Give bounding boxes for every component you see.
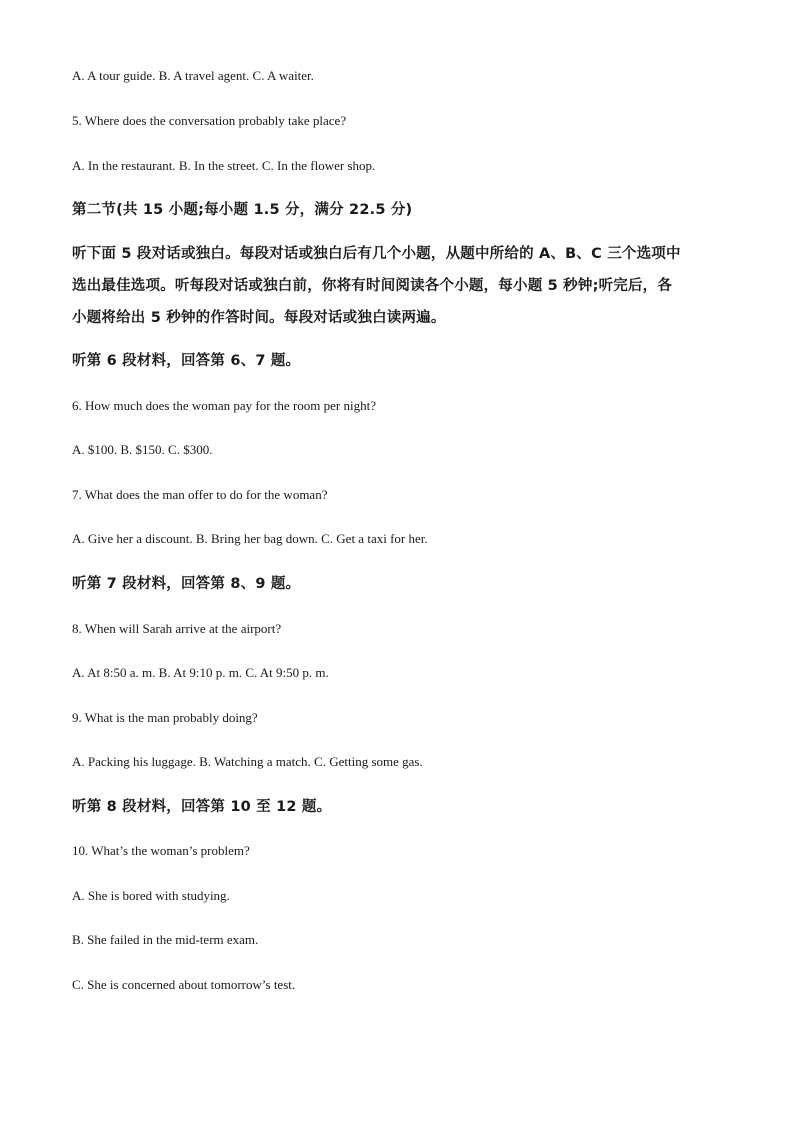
section2-instructions-line3: 小题将给出 5 秒钟的作答时间。每段对话或独白读两遍。 — [72, 310, 446, 326]
q10-question: 10. What’s the woman’s problem? — [72, 843, 250, 858]
q8-question: 8. When will Sarah arrive at the airport? — [72, 621, 282, 636]
q5-question: 5. Where does the conversation probably take place? — [72, 113, 347, 128]
q7-question: 7. What does the man offer to do for the woman? — [72, 487, 328, 502]
q10-option-b: B. She failed in the mid-term exam. — [72, 932, 259, 947]
q8-options: A. At 8:50 a. m. B. At 9:10 p. m. C. At 9:50 p. m. — [72, 665, 329, 680]
q6-options: A. $100. B. $150. C. $300. — [72, 442, 213, 457]
q5-options: A. In the restaurant. B. In the street. C. In the flower shop. — [72, 158, 376, 173]
section2-instructions-line2: 选出最佳选项。听每段对话或独白前，你将有时间阅读各个小题，每小题 5 秒钟;听完后，各 — [72, 278, 673, 294]
q9-question: 9. What is the man probably doing? — [72, 710, 258, 725]
section2-heading: 第二节(共 15 小题;每小题 1.5 分，满分 22.5 分) — [72, 202, 413, 218]
q9-options: A. Packing his luggage. B. Watching a match. C. Getting some gas. — [72, 754, 423, 769]
q10-option-a: A. She is bored with studying. — [72, 888, 230, 903]
q10-option-c: C. She is concerned about tomorrow’s test. — [72, 977, 296, 992]
material6-heading: 听第 6 段材料，回答第 6、7 题。 — [72, 353, 301, 369]
material7-heading: 听第 7 段材料，回答第 8、9 题。 — [72, 576, 301, 592]
q6-question: 6. How much does the woman pay for the room per night? — [72, 398, 376, 413]
q7-options: A. Give her a discount. B. Bring her bag down. C. Get a taxi for her. — [72, 531, 428, 546]
material8-heading: 听第 8 段材料，回答第 10 至 12 题。 — [72, 799, 332, 815]
q4-options: A. A tour guide. B. A travel agent. C. A waiter. — [72, 68, 314, 83]
section2-instructions-line1: 听下面 5 段对话或独白。每段对话或独白后有几个小题，从题中所给的 A、B、C 三个选项中 — [72, 246, 681, 262]
